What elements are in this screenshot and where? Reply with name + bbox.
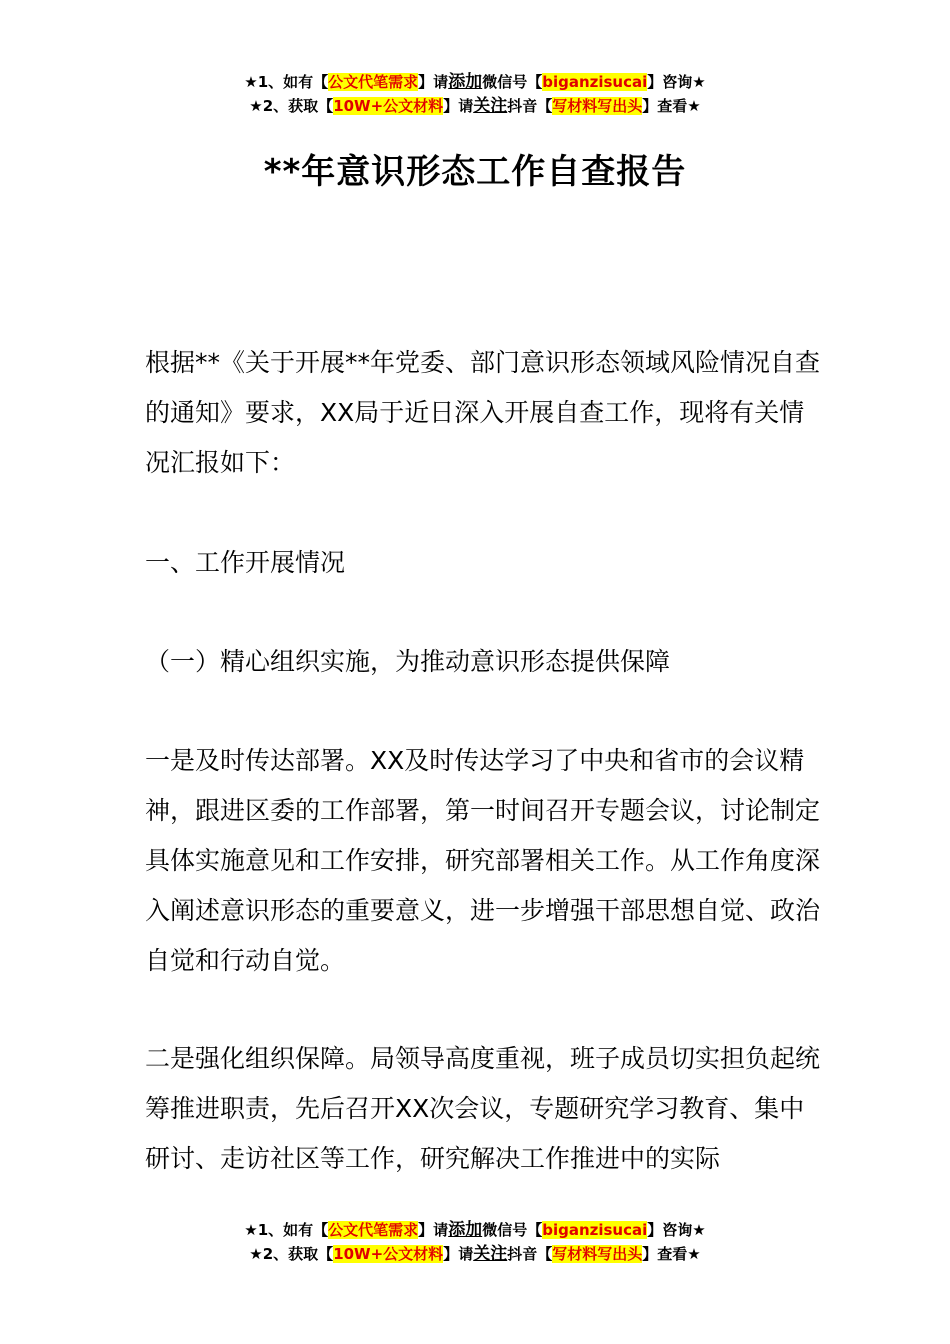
paragraph-2-text: 二是强化组织保障。局领导高度重视，班子成员切实担负起统筹推进职责，先后召开XX次会议，专题研究学习教育、集中研讨、走访社区等工作，研究解决工作推进中的实际 — [145, 1044, 821, 1173]
emphasis-follow: 关注 — [473, 96, 508, 116]
banner-line-2 — [0, 94, 950, 118]
banner-text: 微信号【 — [482, 73, 543, 91]
highlight-wechat-id: biganzisucai — [542, 1221, 648, 1239]
highlight-service: 公文代笔需求 — [328, 1221, 419, 1239]
section-heading-text: 一、工作开展情况 — [145, 548, 346, 577]
banner-line-1 — [0, 1218, 950, 1242]
highlight-materials: 10W+公文材料 — [333, 1245, 444, 1263]
banner-text: 抖音【 — [507, 1245, 553, 1263]
banner-line-2 — [0, 1242, 950, 1266]
subsection-heading-text: （一）精心组织实施，为推动意识形态提供保障 — [145, 647, 671, 676]
highlight-materials: 10W+公文材料 — [333, 97, 444, 115]
banner-text: 】咨询★ — [647, 73, 706, 91]
bottom-banner — [0, 1218, 950, 1266]
banner-text: 】咨询★ — [647, 1221, 706, 1239]
banner-text: 微信号【 — [482, 1221, 543, 1239]
banner-text: 】查看★ — [642, 1245, 701, 1263]
subsection-heading — [145, 637, 825, 687]
banner-text: 】请 — [418, 1221, 449, 1239]
banner-line-1 — [0, 70, 950, 94]
highlight-douyin-account: 写材料写出头 — [552, 1245, 643, 1263]
banner-text: ★1、如有【 — [244, 1221, 329, 1239]
emphasis-add: 添加 — [448, 72, 483, 92]
emphasis-follow: 关注 — [473, 1244, 508, 1264]
paragraph-1 — [145, 736, 825, 986]
banner-text: ★2、获取【 — [249, 1245, 334, 1263]
paragraph-2 — [145, 1034, 825, 1184]
intro-paragraph — [145, 338, 825, 488]
highlight-douyin-account: 写材料写出头 — [552, 97, 643, 115]
banner-text: 】请 — [443, 97, 474, 115]
banner-text: 抖音【 — [507, 97, 553, 115]
section-heading — [145, 538, 825, 588]
banner-text: ★2、获取【 — [249, 97, 334, 115]
banner-text: ★1、如有【 — [244, 73, 329, 91]
banner-text: 】请 — [443, 1245, 474, 1263]
emphasis-add: 添加 — [448, 1220, 483, 1240]
top-banner — [0, 70, 950, 118]
intro-text: 根据**《关于开展**年党委、部门意识形态领域风险情况自查的通知》要求，XX局于近日深入开展自查工作，现将有关情况汇报如下： — [145, 348, 821, 477]
banner-text: 】查看★ — [642, 97, 701, 115]
document-title: **年意识形态工作自查报告 — [263, 152, 687, 192]
paragraph-1-text: 一是及时传达部署。XX及时传达学习了中央和省市的会议精神，跟进区委的工作部署，第一时间召开专题会议，讨论制定具体实施意见和工作安排，研究部署相关工作。从工作角度深入阐述意识形态的重要意义，进一步增强干部思想自觉、政治自觉和行动自觉。 — [145, 746, 821, 975]
highlight-wechat-id: biganzisucai — [542, 73, 648, 91]
highlight-service: 公文代笔需求 — [328, 73, 419, 91]
banner-text: 】请 — [418, 73, 449, 91]
